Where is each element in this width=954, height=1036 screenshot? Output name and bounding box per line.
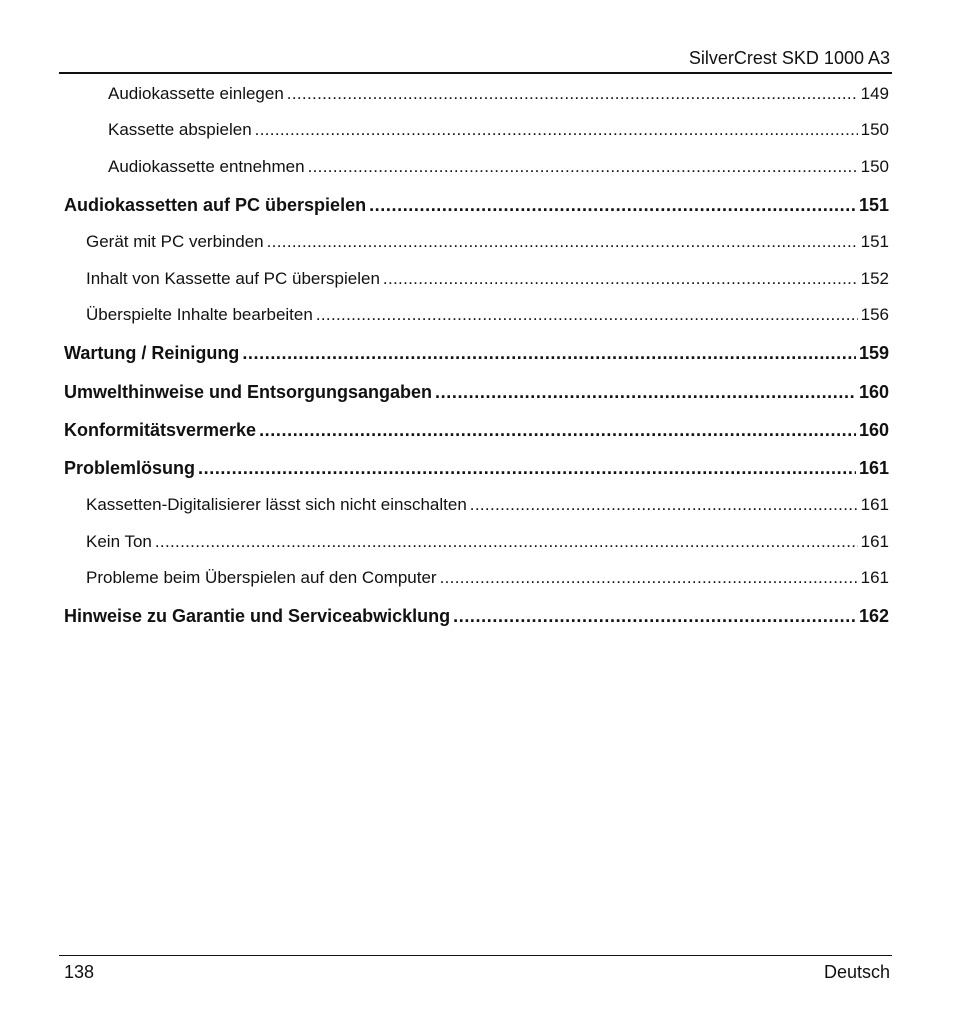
- toc-entry[interactable]: [86, 532, 889, 562]
- toc-leader-dots: [316, 305, 858, 325]
- toc-leader-dots: [470, 495, 858, 515]
- toc-entry-label: Inhalt von Kassette auf PC überspielen: [86, 269, 380, 288]
- toc-chapter-label: Umwelthinweise und Entsorgungsangaben: [64, 382, 433, 402]
- toc-chapter-page: 159: [858, 343, 889, 363]
- toc-entry-label: Kein Ton: [86, 532, 152, 551]
- toc-entry-page: 161: [860, 568, 889, 587]
- toc-leader-dots: [242, 343, 856, 364]
- header-rule: [59, 72, 892, 74]
- toc-leader-dots: [287, 84, 858, 104]
- toc-chapter-label: Problemlösung: [64, 458, 196, 478]
- footer-rule: [59, 955, 892, 956]
- toc-entry-page: 151: [860, 232, 889, 251]
- toc-leader-dots: [267, 232, 858, 252]
- toc-entry[interactable]: [86, 305, 889, 335]
- toc-entry-label: Überspielte Inhalte bearbeiten: [86, 305, 313, 324]
- toc-chapter-label: Konformitätsvermerke: [64, 420, 257, 440]
- toc-entry[interactable]: [86, 568, 889, 598]
- toc-entry[interactable]: [86, 495, 889, 525]
- footer-language: Deutsch: [823, 962, 890, 982]
- toc-entry[interactable]: [86, 269, 889, 299]
- running-header-title: SilverCrest SKD 1000 A3: [688, 48, 890, 68]
- toc-chapter-page: 160: [858, 420, 889, 440]
- toc-leader-dots: [440, 568, 858, 588]
- toc-chapter-label: Audiokassetten auf PC überspielen: [64, 195, 367, 215]
- toc-chapter[interactable]: [64, 458, 889, 488]
- toc-chapter[interactable]: [64, 606, 889, 636]
- toc-entry[interactable]: [108, 157, 889, 187]
- toc-leader-dots: [453, 606, 856, 627]
- toc-entry-page: 161: [860, 532, 889, 551]
- page-number: 138: [64, 962, 95, 982]
- toc-leader-dots: [255, 120, 858, 140]
- toc-entry[interactable]: [108, 84, 889, 114]
- toc-chapter[interactable]: [64, 420, 889, 450]
- toc-chapter[interactable]: [64, 382, 889, 412]
- toc-entry-page: 156: [860, 305, 889, 324]
- toc-entry-label: Audiokassette einlegen: [108, 84, 284, 103]
- toc-leader-dots: [435, 382, 856, 403]
- toc-chapter-label: Hinweise zu Garantie und Serviceabwicklung: [64, 606, 451, 626]
- toc-entry-page: 150: [860, 157, 889, 176]
- toc-chapter-page: 161: [858, 458, 889, 478]
- toc-entry[interactable]: [86, 232, 889, 262]
- toc-chapter-label: Wartung / Reinigung: [64, 343, 240, 363]
- toc-leader-dots: [383, 269, 858, 289]
- toc-leader-dots: [259, 420, 856, 441]
- toc-chapter-page: 151: [858, 195, 889, 215]
- toc-entry-label: Kassetten-Digitalisierer lässt sich nicht einschalten: [86, 495, 467, 514]
- toc-entry-page: 149: [860, 84, 889, 103]
- toc-chapter[interactable]: [64, 343, 889, 373]
- toc-entry-page: 150: [860, 120, 889, 139]
- toc-leader-dots: [308, 157, 858, 177]
- toc-chapter[interactable]: [64, 195, 889, 225]
- toc-entry-label: Kassette abspielen: [108, 120, 252, 139]
- toc-leader-dots: [198, 458, 856, 479]
- toc-leader-dots: [155, 532, 858, 552]
- toc-chapter-page: 162: [858, 606, 889, 626]
- toc-entry[interactable]: [108, 120, 889, 150]
- toc-entry-page: 161: [860, 495, 889, 514]
- toc-leader-dots: [369, 195, 856, 216]
- toc-entry-label: Audiokassette entnehmen: [108, 157, 305, 176]
- toc-entry-label: Probleme beim Überspielen auf den Computer: [86, 568, 437, 587]
- toc-chapter-page: 160: [858, 382, 889, 402]
- toc-entry-page: 152: [860, 269, 889, 288]
- toc-entry-label: Gerät mit PC verbinden: [86, 232, 264, 251]
